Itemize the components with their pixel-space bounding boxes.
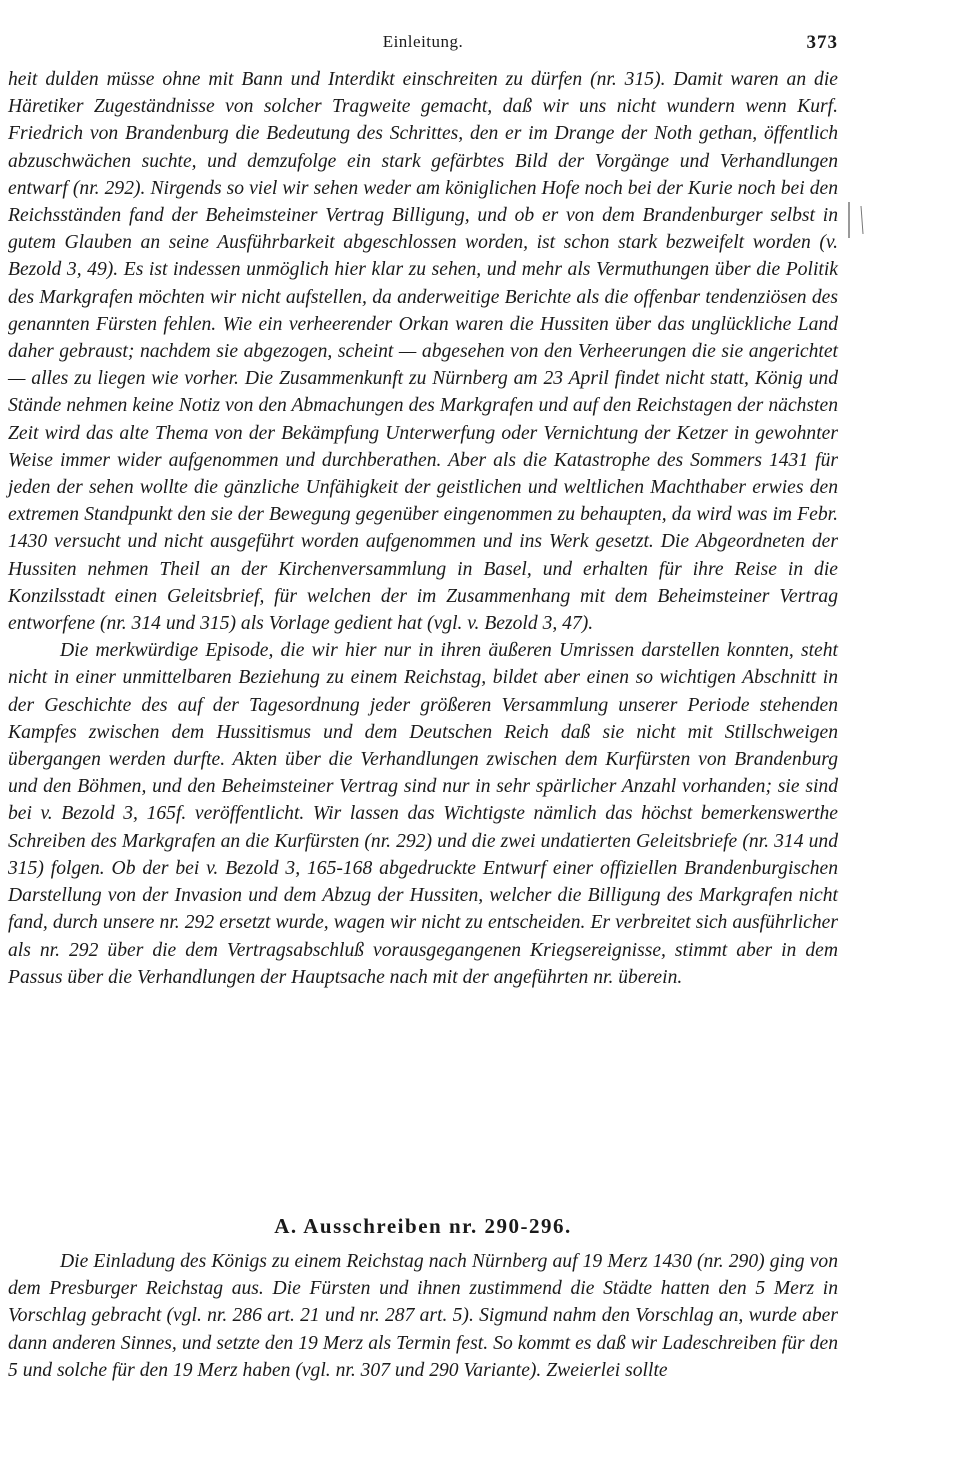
margin-bracket-mark [846,200,868,240]
page-number: 373 [806,32,838,53]
body-text [8,66,838,991]
section-heading: A. Ausschreiben nr. 290-296. [274,1214,572,1238]
running-head: Einleitung. [382,32,464,51]
body-paragraph: heit dulden müsse ohne mit Bann und Interdikt einschreiten zu dürfen (nr. 315). Damit waren an die Häretiker Zugeständnisse von solcher Tragweite gemacht, daß wir uns nicht wundern wenn Kurf. Friedrich von Brandenburg die Bedeutung des Schrittes, den er im Drange der Noth gethan, öffentlich abzuschwächen suchte, und demzufolge ein stark gefärbtes Bild der Vorgänge und Verhandlungen entwarf (nr. 292). Nirgends so viel wir sehen weder am königlichen Hofe noch bei der Kurie noch bei den Reichsständen fand der Beheimsteiner Vertrag Billigung, und ob er von dem Brandenburger selbst in gutem Glauben an seine Ausführbarkeit abgeschlossen worden, ist schon stark bezweifelt worden (v. Bezold 3, 49). Es ist indessen unmöglich hier klar zu sehen, und mehr als Vermuthungen über die Politik des Markgrafen möchten wir nicht aufstellen, da anderweitige Berichte als die offenbar tendenziösen des genannten Fürsten fehlen. Wie ein verheerender Orkan waren die Hussiten über das unglückliche Land daher gebraust; nachdem sie abgezogen, scheint — abgesehen von den Verheerungen die sie angerichtet — alles zu liegen wie vorher. Die Zusammenkunft zu Nürnberg am 23 April findet nicht statt, König und Stände nehmen keine Notiz von den Abmachungen des Markgrafen und auf den Reichstagen der nächsten Zeit wird das alte Thema von der Bekämpfung Unterwerfung oder Vernichtung der Ketzer in gewohnter Weise immer wider aufgenommen und durchberathen. Aber als die Katastrophe des Sommers 1431 für jeden der sehen wollte die gänzliche Unfähigkeit der geistlichen und weltlichen Machthaber erwies den extremen Standpunkt den sie der Bewegung gegenüber eingenommen zu behaupten, da wird was im Febr. 1430 versucht und nicht ausgeführt worden aufgenommen und ins Werk gesetzt. Die Abgeordneten der Hussiten nehmen Theil an der Kirchenversammlung in Basel, und erhalten für ihre Reise in die Konzilsstadt einen Geleitsbrief, für welchen der im Zusammenhang mit dem Beheimsteiner Vertrag entworfene (nr. 314 und 315) als Vorlage gedient hat (vgl. v. Bezold 3, 47). [8,69,838,635]
body-paragraph: Die merkwürdige Episode, die wir hier nur in ihren äußeren Umrissen darstellen konnten, steht nicht in einer unmittelbaren Beziehung zu einem Reichstag, bildet aber einen so wichtigen Abschnitt in der Geschichte des auf der Tagesordnung jeder größeren Versammlung unserer Periode stehenden Kampfes zwischen dem Hussitismus und dem Deutschen Reich daß sie nicht mit Stillschweigen übergangen werden durfte. Akten über die Verhandlungen zwischen dem Kurfürsten von Brandenburg und den Böhmen, und den Beheimsteiner Vertrag sind nur in sehr spärlicher Anzahl vorhanden; sie sind bei v. Bezold 3, 165f. veröffentlicht. Wir lassen das Wichtigste nämlich das höchst bemerkenswerthe Schreiben des Markgrafen an die Kurfürsten (nr. 292) und die zwei undatierten Geleitsbriefe (nr. 314 und 315) folgen. Ob der bei v. Bezold 3, 165-168 abgedruckte Entwurf einer offiziellen Brandenburgischen Darstellung von der Invasion und dem Abzug der Hussiten, welcher die Billigung des Markgrafen nicht fand, durch unsere nr. 292 ersetzt wurde, wagen wir nicht zu entscheiden. Er verbreitet sich ausführlicher als nr. 292 über die dem Vertragsabschluß vorausgegangenen Kriegsereignisse, stimmt aber in dem Passus über die Verhandlungen der Hauptsache nach mit der angeführten nr. überein. [8,640,838,988]
section-text [8,1248,838,1384]
section-paragraph: Die Einladung des Königs zu einem Reichstag nach Nürnberg auf 19 Merz 1430 (nr. 290) ging von dem Presburger Reichstag aus. Die Fürsten und ihnen zustimmend die Städte hatten den 5 Merz in Vorschlag gebracht (vgl. nr. 286 art. 21 und nr. 287 art. 5). Sigmund nahm den Vorschlag an, wurde aber dann anderen Sinnes, und setzte den 19 Merz als Termin fest. So kommt es daß wir Ladeschreiben für den 5 und solche für den 19 Merz haben (vgl. nr. 307 und 290 Variante). Zweierlei sollte [8,1251,838,1381]
page-header [8,32,838,56]
